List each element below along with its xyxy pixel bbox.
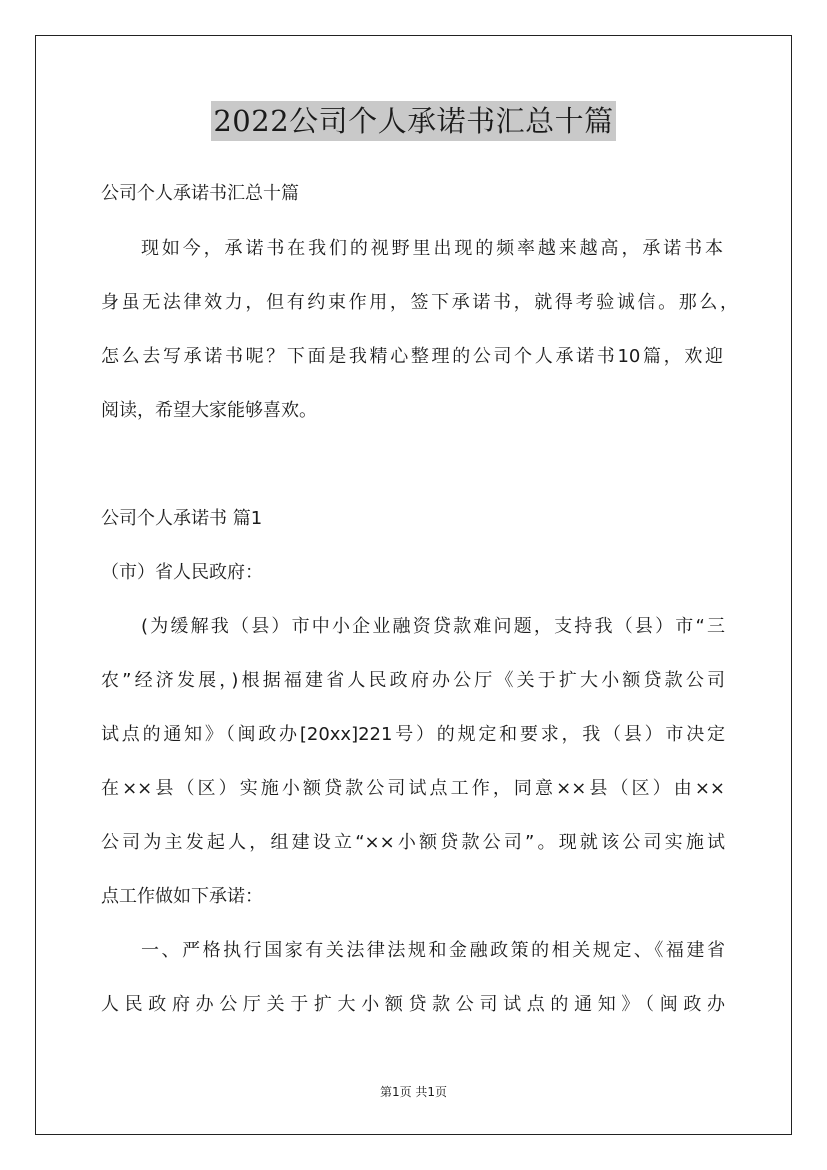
intro-line-3: 怎么去写承诺书呢？下面是我精心整理的公司个人承诺书10篇，欢迎	[101, 346, 723, 367]
body-line-3: 试点的通知》（闽政办[20xx]221号）的规定和要求，我（县）市决定	[101, 724, 725, 745]
page-footer: 第1页 共1页	[379, 1085, 448, 1099]
body-line-7: 一、严格执行国家有关法律法规和金融政策的相关规定、《福建省	[141, 940, 725, 961]
section-heading: 公司个人承诺书 篇1	[101, 508, 263, 529]
document-subtitle: 公司个人承诺书汇总十篇	[101, 183, 299, 204]
body-line-2: 农”经济发展，)根据福建省人民政府办公厅《关于扩大小额贷款公司	[101, 670, 725, 691]
intro-line-2: 身虽无法律效力，但有约束作用，签下承诺书，就得考验诚信。那么，	[101, 292, 738, 313]
body-line-5: 公司为主发起人，组建设立“××小额贷款公司”。现就该公司实施试	[101, 832, 725, 853]
body-line-4: 在××县（区）实施小额贷款公司试点工作，同意××县（区）由××	[101, 778, 725, 799]
title-container	[0, 101, 827, 141]
salutation: （市）省人民政府：	[101, 562, 263, 583]
body-line-6: 点工作做如下承诺：	[101, 886, 263, 907]
intro-line-4: 阅读，希望大家能够喜欢。	[101, 400, 317, 421]
intro-line-1: 现如今，承诺书在我们的视野里出现的频率越来越高，承诺书本	[141, 238, 723, 259]
body-line-8: 人民政府办公厅关于扩大小额贷款公司试点的通知》（闽政办	[101, 994, 725, 1015]
document-title: 2022公司个人承诺书汇总十篇	[211, 101, 615, 141]
body-line-1: (为缓解我（县）市中小企业融资贷款难问题，支持我（县）市“三	[141, 616, 725, 637]
